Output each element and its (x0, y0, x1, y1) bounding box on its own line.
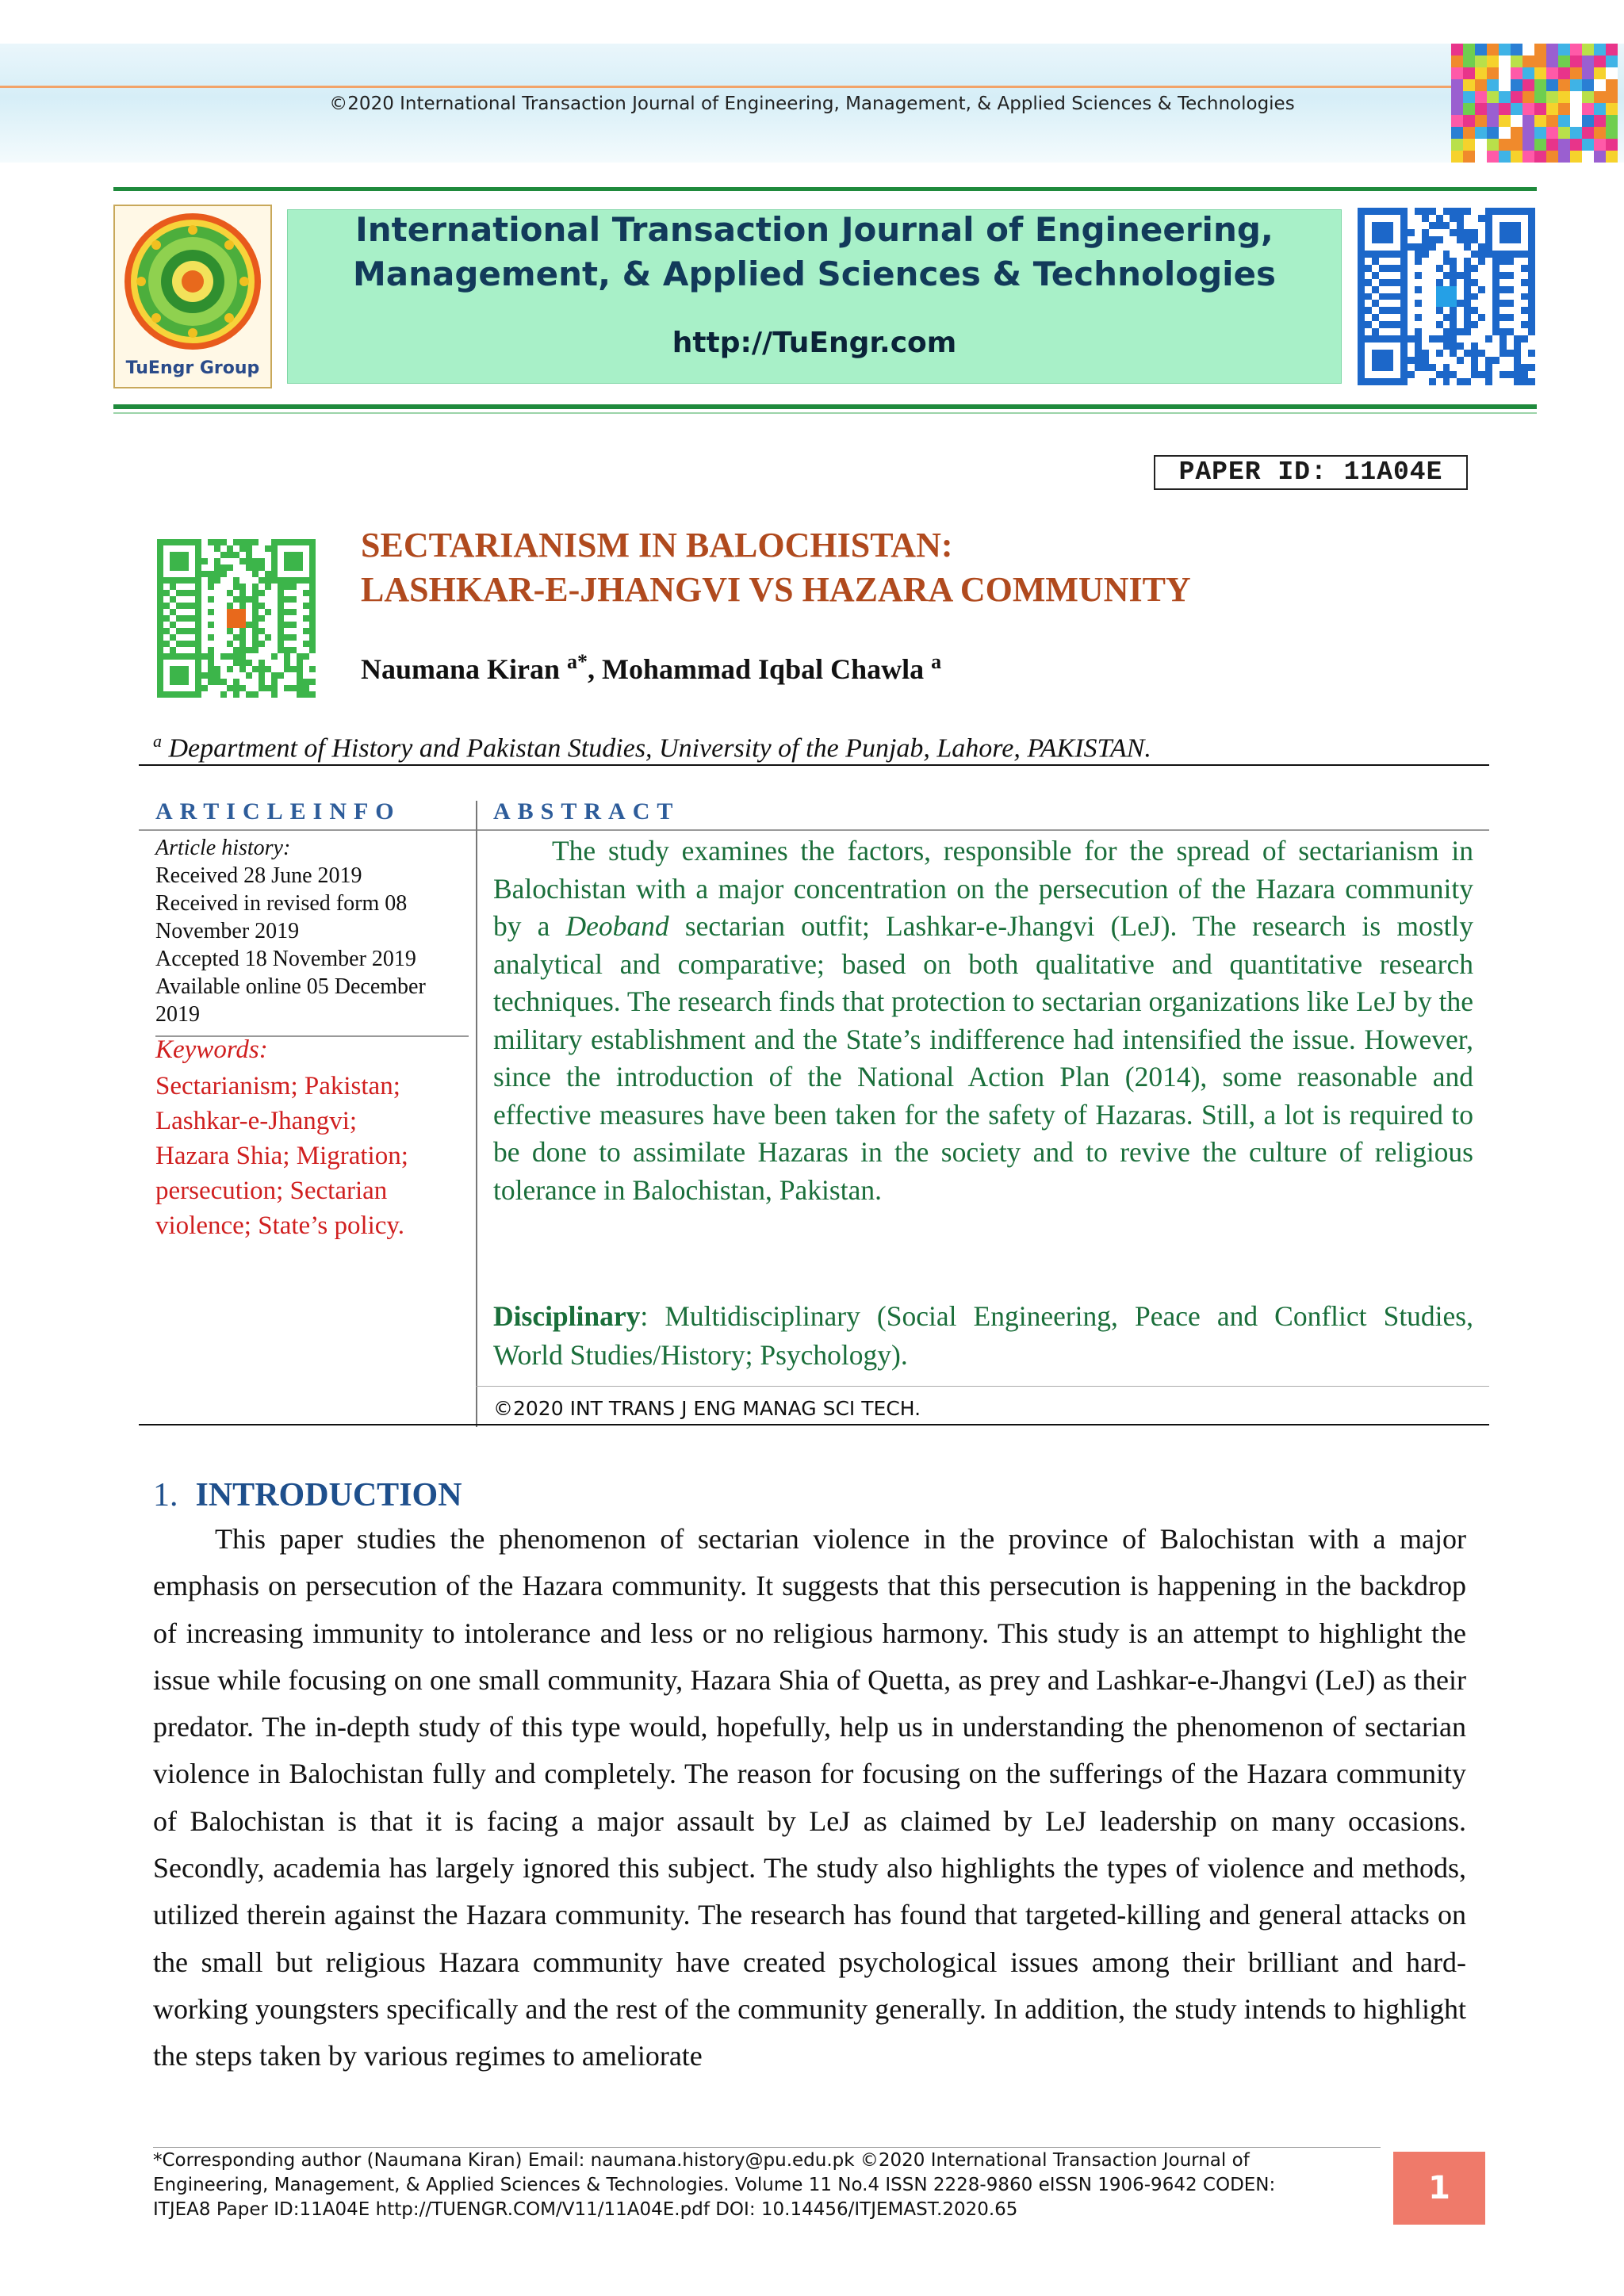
abstract-bottom-rule (139, 1424, 1489, 1425)
paper-qr-code-icon (157, 539, 316, 698)
page-number-badge: 1 (1393, 2152, 1485, 2225)
article-history (155, 834, 473, 1028)
paper-title (361, 523, 1550, 612)
mandala-icon (115, 206, 270, 357)
column-divider (476, 801, 477, 1427)
copyright-rule (476, 1386, 1489, 1387)
introduction-body (153, 1516, 1466, 2080)
history-line: Accepted 18 November 2019 (155, 947, 416, 971)
keyword-line: violence; State’s policy. (155, 1211, 405, 1240)
disciplinary-label: Disciplinary (493, 1300, 641, 1332)
introduction-paragraph: This paper studies the phenomenon of sectarian violence in the province of Balochistan with a major emphasis on persecution of the Hazara community. It suggests that this persecution is happening in the backdrop of increasing immunity to intolerance and less or no religious harmony. This study is an attempt to highlight the issue while focusing on one small community, Hazara Shia of Quetta, as prey and Lashkar-e-Jhangvi (LeJ) as their predator. The in-depth study of this type would, hopefully, help us in understanding the phenomenon of sectarian violence in Balochistan fully and completely. The reason for focusing on the sufferings of the Hazara community of Balochistan is that it is facing a major assault by LeJ as claimed by LeJ leadership on many occasions. Secondly, academia has largely ignored this subject. The study also highlights the types of violence and methods, utilized therein against the Hazara community. The research has found that targeted-killing and general attacks on the small but religious Hazara community have created psychological issues among their brilliant and hard-working youngsters specifically and the rest of the community generally. In addition, the study intends to highlight the steps taken by various regimes to ameliorate (153, 1523, 1466, 2072)
logo-label: TuEngr Group (125, 358, 260, 378)
footer-line: ITJEA8 Paper ID:11A04E http://TUENGR.COM/V11/11A04E.pdf DOI: 10.14456/ITJEMAST.2020.65 (153, 2199, 1018, 2220)
keywords-label: Keywords: (155, 1035, 268, 1064)
section-heading-introduction (153, 1476, 462, 1514)
history-line: Available online 05 December (155, 974, 426, 999)
journal-title-line2: Management, & Applied Sciences & Technologies (352, 254, 1277, 293)
info-rule (139, 829, 1489, 831)
history-line: November 2019 (155, 919, 300, 943)
abstract-italic-term: Deoband (565, 910, 669, 942)
abstract-label: ABSTRACT (493, 798, 680, 825)
article-history-label: Article history: (155, 836, 291, 860)
article-info-label: ARTICLEINFO (155, 798, 401, 825)
affiliation-rule (139, 764, 1489, 766)
top-divider (0, 86, 1451, 88)
journal-url-link[interactable]: http://TuEngr.com (672, 327, 957, 359)
abstract-text-part1: The study examines the factors, responsible for the spread of sectarianism in Balochistan with a major concentration on the persecution of the Hazara community by a (493, 835, 1473, 942)
header-copyright: ©2020 International Transaction Journal of Engineering, Management, & Applied Sciences & Technologies (329, 94, 1295, 114)
color-mosaic-graphic (1451, 44, 1618, 163)
header-rule-bottom (113, 404, 1537, 409)
footer-line: Engineering, Management, & Applied Sciences & Technologies. Volume 11 No.4 ISSN 2228-9860 eISSN 1906-9642 CODEN: (153, 2175, 1276, 2195)
keywords-list (155, 1069, 473, 1243)
keyword-line: Sectarianism; Pakistan; (155, 1072, 400, 1100)
footer-citation (153, 2149, 1382, 2222)
author-2-affil: a (931, 650, 942, 673)
authors (361, 650, 1471, 686)
paper-title-line2: LASHKAR-E-JHANGVI VS HAZARA COMMUNITY (361, 570, 1191, 609)
abstract-text-part2: sectarian outfit; Lashkar-e-Jhangvi (LeJ). The research is mostly analytical and comparative; based on both qualitative and quantitative research techniques. The research finds that protection to sectarian organizations like LeJ by the military establishment and the State’s indifference had intensified the issue. However, since the introduction of the National Action Plan (2014), some reasonable and effective measures have been taken for the safety of Hazaras. Still, a lot is required to be done to assimilate Hazaras in the society and to revive the culture of religious tolerance in Balochistan, Pakistan. (493, 910, 1474, 1206)
section-title: INTRODUCTION (195, 1477, 462, 1513)
disciplinary (493, 1297, 1473, 1375)
affiliation-mark: a (153, 731, 162, 751)
journal-title (287, 208, 1342, 297)
author-1-affil: a* (567, 650, 588, 673)
journal-qr-code-icon (1358, 208, 1535, 385)
history-line: 2019 (155, 1002, 200, 1027)
header-rule-top (113, 187, 1537, 191)
paper-id-box: PAPER ID: 11A04E (1154, 455, 1468, 490)
keyword-line: Hazara Shia; Migration; (155, 1142, 408, 1170)
footer-rule (153, 2147, 1381, 2148)
footer-line: *Corresponding author (Naumana Kiran) Email: naumana.history@pu.edu.pk ©2020 International Transaction Journal of (153, 2150, 1250, 2171)
history-line: Received in revised form 08 (155, 891, 408, 916)
history-line: Received 28 June 2019 (155, 863, 362, 888)
affiliation-text: Department of History and Pakistan Studies, University of the Punjab, Lahore, PAKISTAN. (168, 733, 1151, 763)
paper-title-line1: SECTARIANISM IN BALOCHISTAN: (361, 526, 953, 564)
author-separator: , (588, 653, 603, 685)
disciplinary-text: : Multidisciplinary (Social Engineering, Peace and Conflict Studies, World Studies/History; Psychology). (493, 1300, 1473, 1371)
abstract-text (493, 832, 1473, 1209)
author-2: Mohammad Iqbal Chawla (602, 653, 925, 685)
keyword-line: persecution; Sectarian (155, 1177, 388, 1205)
abstract-copyright: ©2020 INT TRANS J ENG MANAG SCI TECH. (493, 1397, 921, 1420)
keyword-line: Lashkar-e-Jhangvi; (155, 1107, 358, 1135)
journal-title-line1: International Transaction Journal of Engineering, (355, 210, 1274, 249)
author-1: Naumana Kiran (361, 653, 561, 685)
header-rule-bottom-thin (113, 412, 1537, 414)
affiliation (153, 731, 1501, 763)
section-number: 1. (153, 1477, 178, 1513)
